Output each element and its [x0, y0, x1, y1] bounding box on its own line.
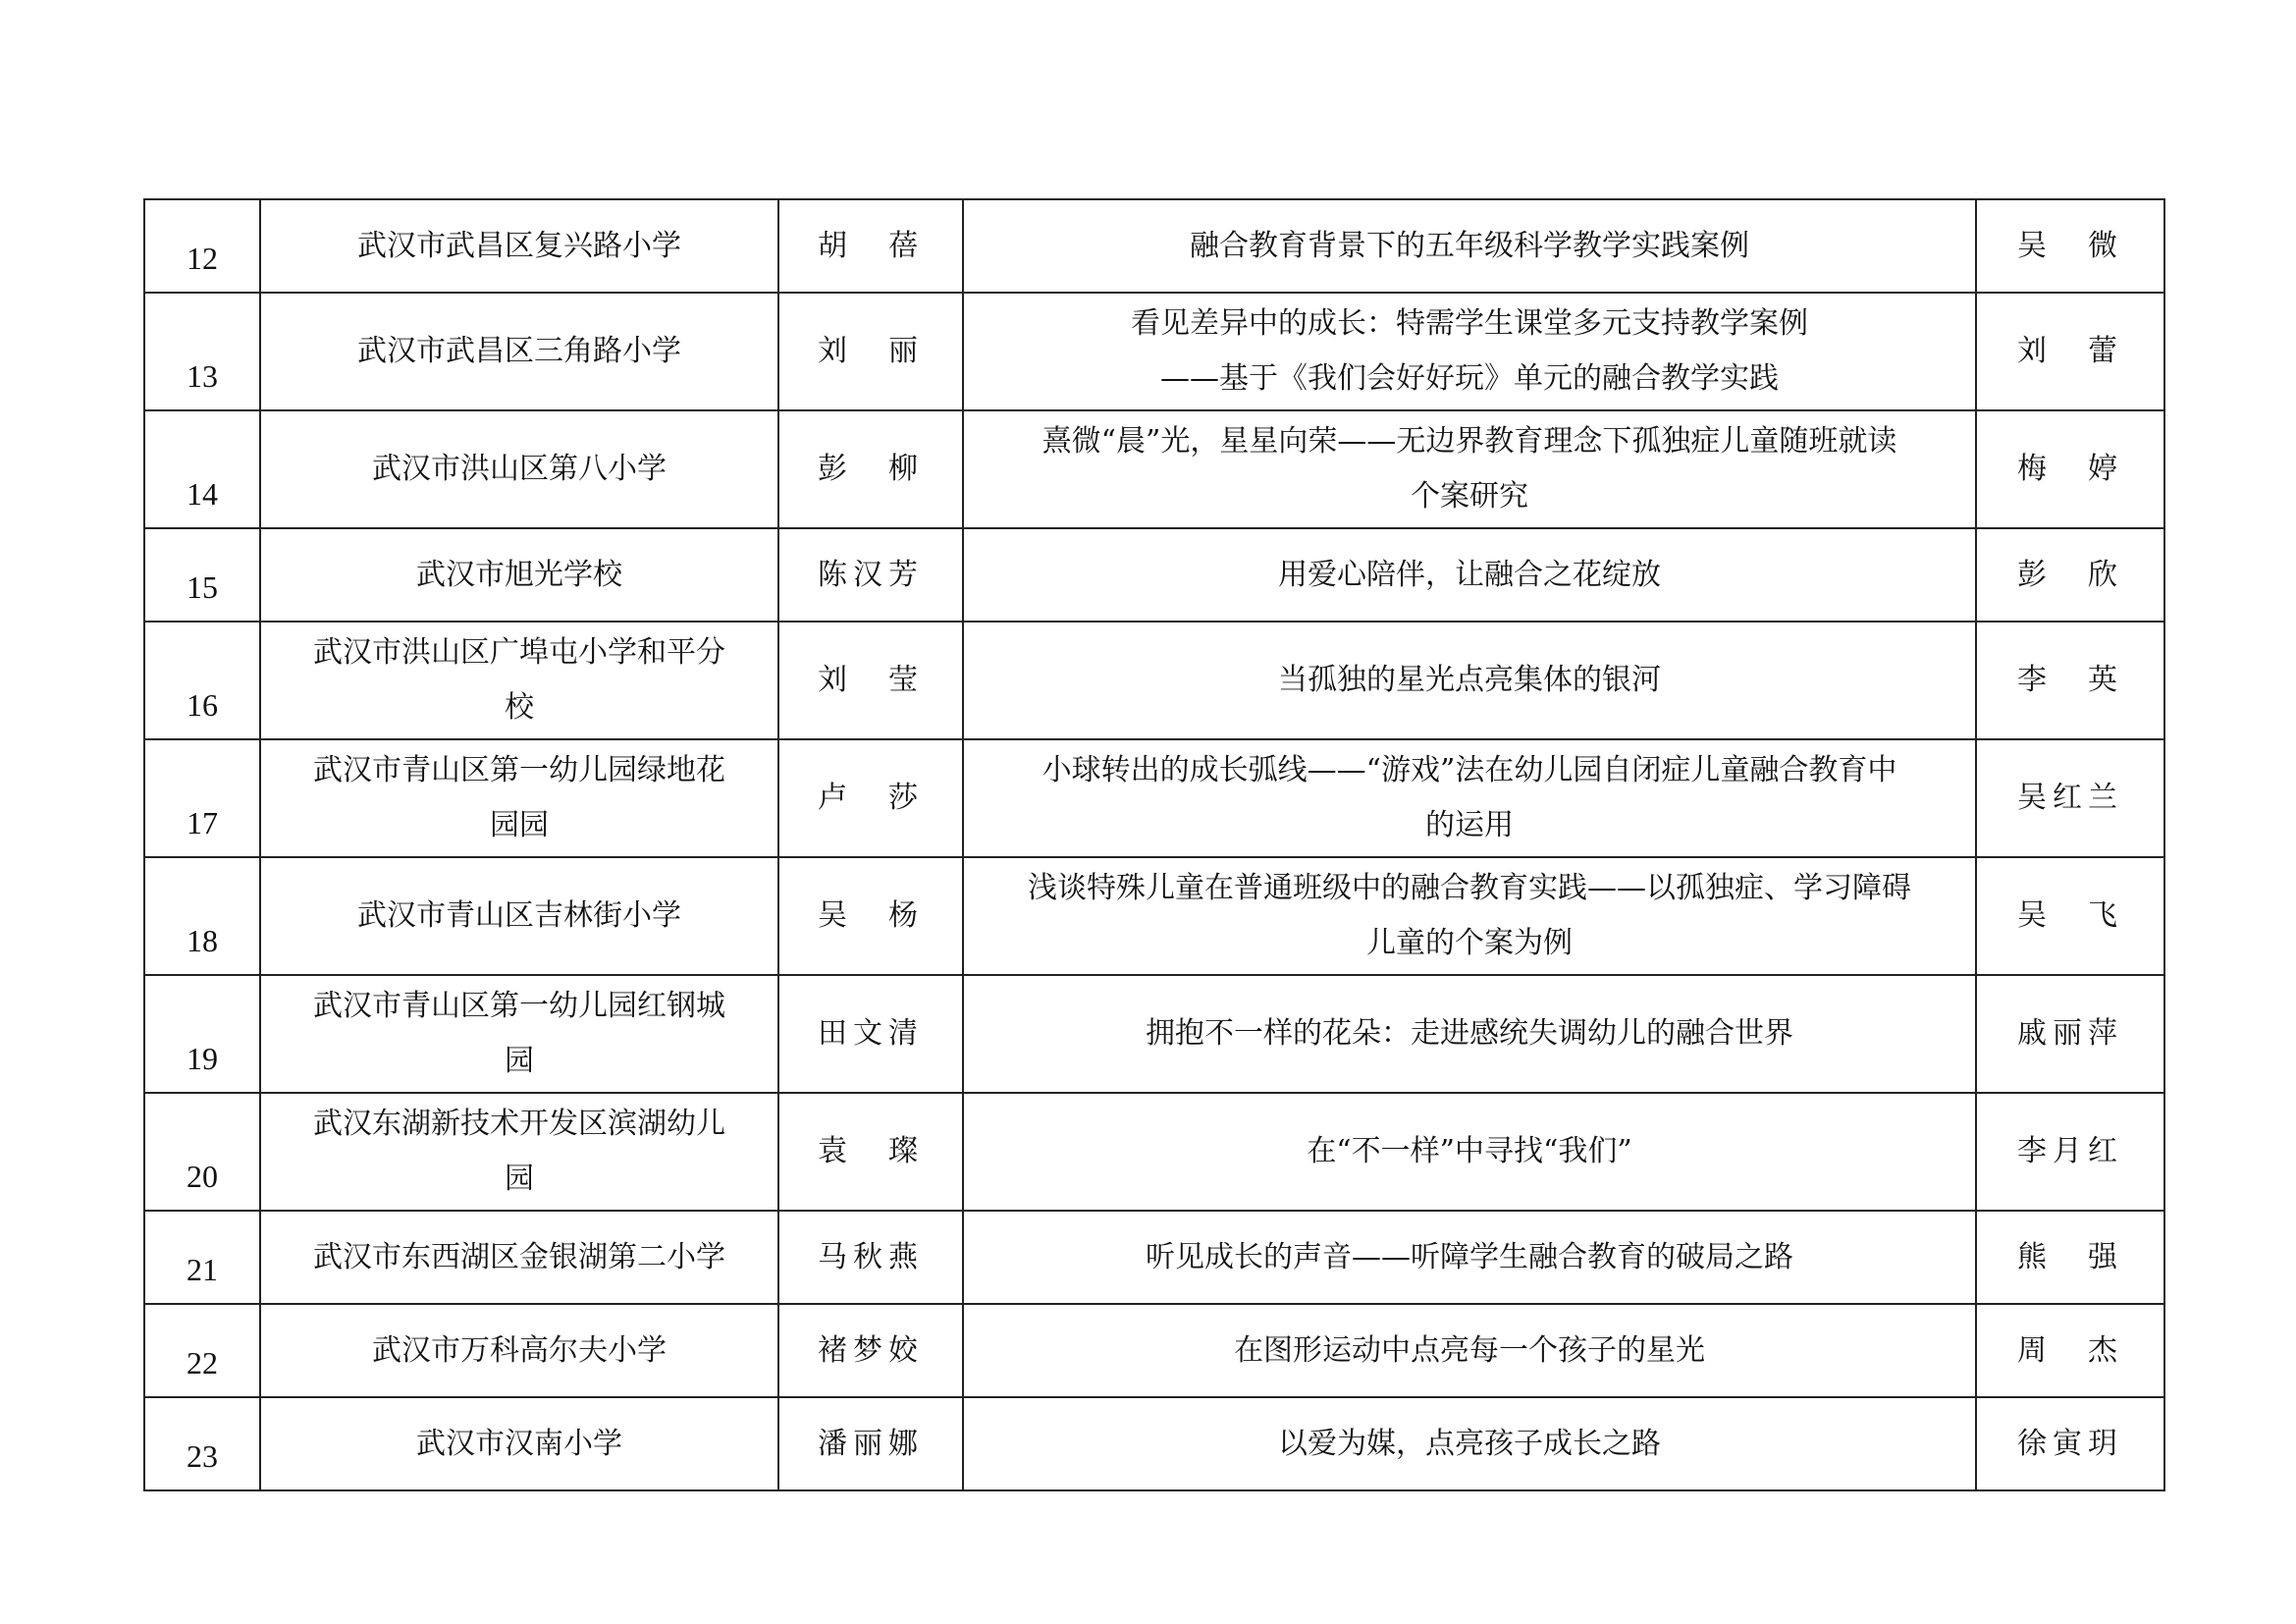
advisor-name: 熊 强 [1976, 1211, 2164, 1304]
title-cell [963, 1304, 1976, 1397]
title-line: 浅谈特殊儿童在普通班级中的融合教育实践——以孤独症、学习障碍 [1028, 871, 1911, 905]
row-number: 20 [144, 1093, 260, 1211]
school-line: 武汉市武昌区复兴路小学 [357, 228, 681, 263]
school-cell [260, 857, 778, 975]
school-line: 武汉市武昌区三角路小学 [357, 334, 681, 368]
advisor-name: 李 英 [1976, 622, 2164, 739]
row-number: 15 [144, 528, 260, 622]
table-row [144, 410, 2164, 528]
row-number: 21 [144, 1211, 260, 1304]
school-cell [260, 1093, 778, 1211]
row-number: 13 [144, 293, 260, 410]
title-line: 儿童的个案为例 [1366, 926, 1573, 960]
school-line: 武汉市青山区吉林街小学 [357, 898, 681, 933]
school-line: 武汉市旭光学校 [416, 557, 622, 592]
school-cell [260, 1304, 778, 1397]
school-line: 武汉市洪山区广埠屯小学和平分 [313, 635, 725, 670]
title-cell [963, 1211, 1976, 1304]
advisor-name: 吴 微 [1976, 199, 2164, 293]
advisor-name: 彭 欣 [1976, 528, 2164, 622]
table-row [144, 622, 2164, 739]
title-cell [963, 975, 1976, 1093]
table-row [144, 293, 2164, 410]
author-name: 褚梦姣 [778, 1304, 963, 1397]
table-row [144, 975, 2164, 1093]
author-name: 田文清 [778, 975, 963, 1093]
school-line: 武汉市青山区第一幼儿园红钢城 [313, 989, 725, 1023]
advisor-name: 梅 婷 [1976, 410, 2164, 528]
author-name: 卢 莎 [778, 739, 963, 857]
row-number: 16 [144, 622, 260, 739]
author-name: 刘 丽 [778, 293, 963, 410]
school-line: 园园 [490, 808, 549, 842]
title-line: 在“不一样”中寻找“我们” [1307, 1134, 1632, 1168]
table-row [144, 1397, 2164, 1490]
row-number: 12 [144, 199, 260, 293]
title-cell [963, 528, 1976, 622]
school-line: 武汉市东西湖区金银湖第二小学 [313, 1239, 725, 1274]
row-number: 23 [144, 1397, 260, 1490]
title-line: 以爱为媒，点亮孩子成长之路 [1278, 1426, 1661, 1461]
title-cell [963, 293, 1976, 410]
school-line: 校 [505, 690, 534, 725]
title-line: 的运用 [1425, 808, 1514, 842]
author-name: 陈汉芳 [778, 528, 963, 622]
school-line: 武汉市洪山区第八小学 [372, 452, 667, 486]
row-number: 19 [144, 975, 260, 1093]
school-line: 园 [505, 1162, 534, 1196]
table-row [144, 1093, 2164, 1211]
author-name: 吴 杨 [778, 857, 963, 975]
title-cell [963, 410, 1976, 528]
school-line: 园 [505, 1044, 534, 1078]
title-cell [963, 622, 1976, 739]
title-line: 看见差异中的成长：特需学生课堂多元支持教学案例 [1131, 306, 1808, 341]
advisor-name: 刘 蕾 [1976, 293, 2164, 410]
author-name: 潘丽娜 [778, 1397, 963, 1490]
title-cell [963, 199, 1976, 293]
school-cell [260, 1397, 778, 1490]
advisor-name: 吴 飞 [1976, 857, 2164, 975]
title-cell [963, 739, 1976, 857]
table-row [144, 199, 2164, 293]
author-name: 胡 蓓 [778, 199, 963, 293]
advisor-name: 吴红兰 [1976, 739, 2164, 857]
row-number: 14 [144, 410, 260, 528]
title-cell [963, 1397, 1976, 1490]
row-number: 17 [144, 739, 260, 857]
table-row [144, 528, 2164, 622]
title-line: 用爱心陪伴，让融合之花绽放 [1278, 557, 1661, 592]
advisor-name: 戚丽萍 [1976, 975, 2164, 1093]
table-row [144, 739, 2164, 857]
title-cell [963, 857, 1976, 975]
school-line: 武汉市汉南小学 [416, 1426, 622, 1461]
school-cell [260, 622, 778, 739]
author-name: 马秋燕 [778, 1211, 963, 1304]
row-number: 18 [144, 857, 260, 975]
school-line: 武汉市青山区第一幼儿园绿地花 [313, 753, 725, 787]
author-name: 袁 璨 [778, 1093, 963, 1211]
school-cell [260, 199, 778, 293]
school-cell [260, 1211, 778, 1304]
author-name: 彭 柳 [778, 410, 963, 528]
school-line: 武汉东湖新技术开发区滨湖幼儿 [313, 1107, 725, 1141]
author-name: 刘 莹 [778, 622, 963, 739]
table-row [144, 1304, 2164, 1397]
advisor-name: 周 杰 [1976, 1304, 2164, 1397]
advisor-name: 徐寅玥 [1976, 1397, 2164, 1490]
row-number: 22 [144, 1304, 260, 1397]
award-table [143, 198, 2165, 1491]
title-line: 融合教育背景下的五年级科学教学实践案例 [1190, 228, 1749, 263]
school-cell [260, 975, 778, 1093]
title-line: ——基于《我们会好好玩》单元的融合教学实践 [1160, 361, 1779, 396]
title-line: 熹微“晨”光，星星向荣——无边界教育理念下孤独症儿童随班就读 [1041, 424, 1897, 459]
school-cell [260, 528, 778, 622]
advisor-name: 李月红 [1976, 1093, 2164, 1211]
title-cell [963, 1093, 1976, 1211]
school-cell [260, 293, 778, 410]
title-line: 在图形运动中点亮每一个孩子的星光 [1234, 1332, 1705, 1368]
table-row [144, 1211, 2164, 1304]
school-cell [260, 410, 778, 528]
title-line: 当孤独的星光点亮集体的银河 [1278, 663, 1661, 697]
title-line: 个案研究 [1411, 479, 1528, 514]
school-line: 武汉市万科高尔夫小学 [372, 1332, 667, 1368]
title-line: 拥抱不一样的花朵：走进感统失调幼儿的融合世界 [1146, 1016, 1793, 1051]
title-line: 听见成长的声音——听障学生融合教育的破局之路 [1146, 1239, 1793, 1274]
table-row [144, 857, 2164, 975]
title-line: 小球转出的成长弧线——“游戏”法在幼儿园自闭症儿童融合教育中 [1041, 753, 1897, 787]
school-cell [260, 739, 778, 857]
